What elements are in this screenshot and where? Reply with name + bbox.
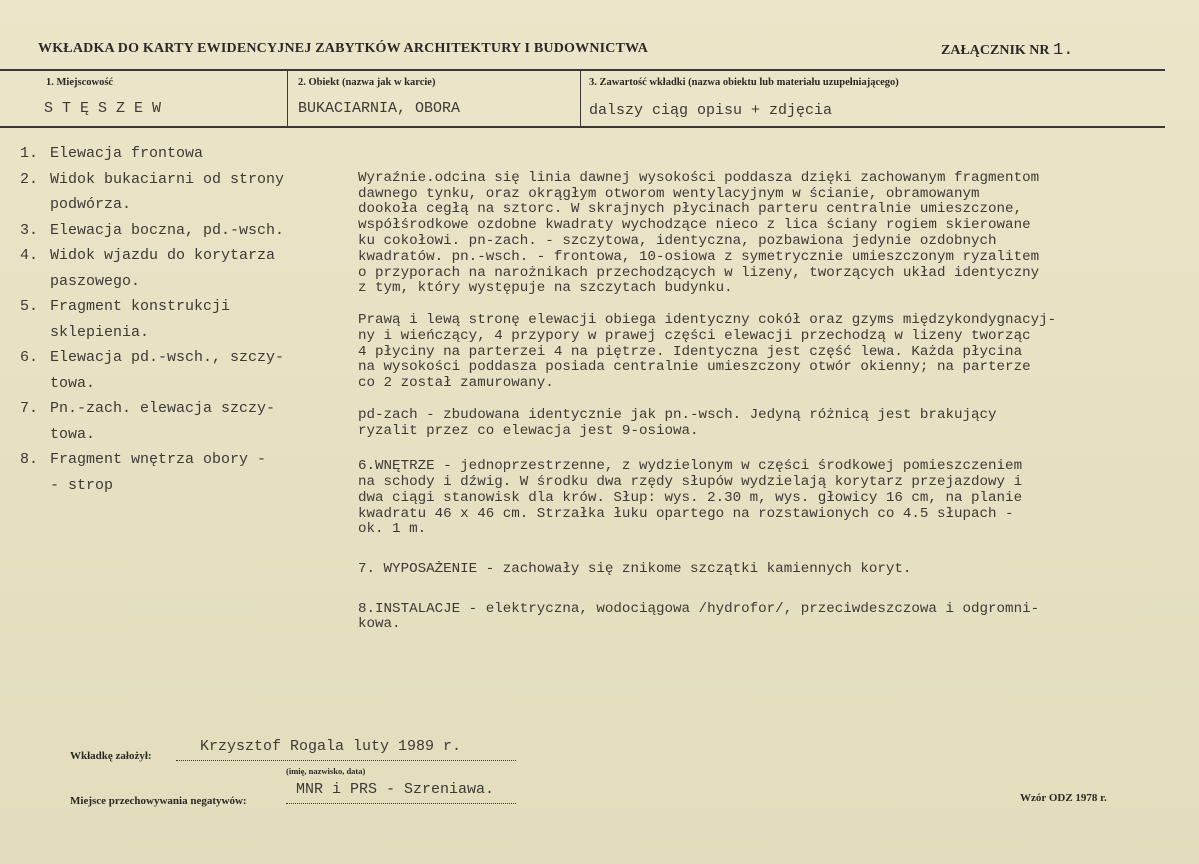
author-value: Krzysztof Rogala luty 1989 r. [200,738,462,755]
contents-value: dalszy ciąg opisu + zdjęcia [589,102,833,119]
description-paragraph: 8.INSTALACJE - elektryczna, wodociągowa /hydrofor/, przeciwdeszczowa i odgromni- kowa. [358,600,1040,633]
author-dotted-line [176,760,516,761]
photo-list-item: 3. Elewacja boczna, pd.-wsch. [20,221,285,239]
photo-list [20,141,330,498]
header-top-rule [0,69,1165,71]
object-value: BUKACIARNIA, OBORA [298,100,461,117]
locality-label: 1. Miejscowość [46,77,114,88]
header-bottom-rule [0,126,1165,128]
field-divider-1 [287,70,288,127]
photo-list-item: 7. Pn.-zach. elewacja szczy- towa. [20,400,276,443]
locality-value: STĘSZEW [44,100,171,117]
photo-list-item: 6. Elewacja pd.-wsch., szczy- towa. [20,349,285,392]
description-paragraph: Prawą i lewą stronę elewacji obiega identyczny cokół oraz gzyms międzykondygnacyj- ny i wieńczący, 4 przypory w prawej części elewacji przechodzą w lizeny tworząc 4 płyciny na parterzei 4 na piętrze. Identyczna jest część lewa. Każda płycina na wysokości poddasza posiada centralnie umieszczony otwór okienny; na parterze co 2 został zamurowany. [358,311,1057,392]
description-paragraph: pd-zach - zbudowana identycznie jak pn.-wsch. Jedyną różnicą jest brakujący ryzalit przez co elewacja jest 9-osiowa. [358,406,997,439]
author-label: Wkładkę założył: [70,750,152,762]
form-code: Wzór ODZ 1978 r. [1020,792,1107,804]
photo-list-item: 4. Widok wjazdu do korytarza paszowego. [20,247,276,290]
description-paragraph: Wyraźnie.odcina się linia dawnej wysokości poddasza dzięki zachowanym fragmentom dawnego tynku, oraz okrągłym otworom wentylacyjnym w ścianie, obramowanym dookoła cegłą na sztorc. W skrajnych płycinach parteru centralnie umieszczone, współśrodkowe ozdobne kwadraty wychodzące nieco z lica ściany rogiem skierowane ku cokołowi. pn-zach. - szczytowa, identyczna, pozbawiona jedynie ozdobnych kwadratów. pn.-wsch. - frontowa, 10-osiowa z symetrycznie umieszczonym ryzalitem o przyporach na narożnikach przechodzących w lizeny, tworzących układ identyczny z tym, który występuje na szczytach budynku. [358,169,1040,297]
photo-list-item: 8. Fragment wnętrza obory - - strop [20,451,267,494]
card-title: WKŁADKA DO KARTY EWIDENCYJNEJ ZABYTKÓW ARCHITEKTURY I BUDOWNICTWA [38,41,649,56]
photo-list-item: 5. Fragment konstrukcji sklepienia. [20,298,231,341]
contents-label: 3. Zawartość wkładki (nazwa obiektu lub materiału uzupełniającego) [589,77,899,88]
photo-list-item: 2. Widok bukaciarni od strony podwórza. [20,170,285,213]
description-paragraph: 7. WYPOSAŻENIE - zachowały się znikome szczątki kamiennych koryt. [358,560,912,577]
storage-value: MNR i PRS - Szreniawa. [296,781,495,798]
author-sublabel: (imię, nazwisko, data) [286,766,366,776]
annex-label: ZAŁĄCZNIK NR [941,43,1050,58]
storage-label: Miejsce przechowywania negatywów: [70,795,247,807]
description-paragraph: 6.WNĘTRZE - jednoprzestrzenne, z wydzielonym w części środkowej pomieszczeniem na schody i dźwig. W środku dwa rzędy słupów wydzielają korytarz przejazdowy i dwa ciągi stanowisk dla krów. Słup: wys. 2.30 m, wys. głowicy 16 cm, na planie kwadratu 46 x 46 cm. Strzałka łuku opartego na rozstawionych co 4.5 słupach - ok. 1 m. [358,458,1023,538]
field-divider-2 [580,70,581,127]
annex-label-group [941,41,1073,60]
photo-list-item: 1. Elewacja frontowa [20,145,204,162]
storage-dotted-line [286,803,516,804]
annex-number: 1. [1053,41,1074,60]
description-body [358,155,1190,649]
object-label: 2. Obiekt (nazwa jak w karcie) [298,77,436,88]
